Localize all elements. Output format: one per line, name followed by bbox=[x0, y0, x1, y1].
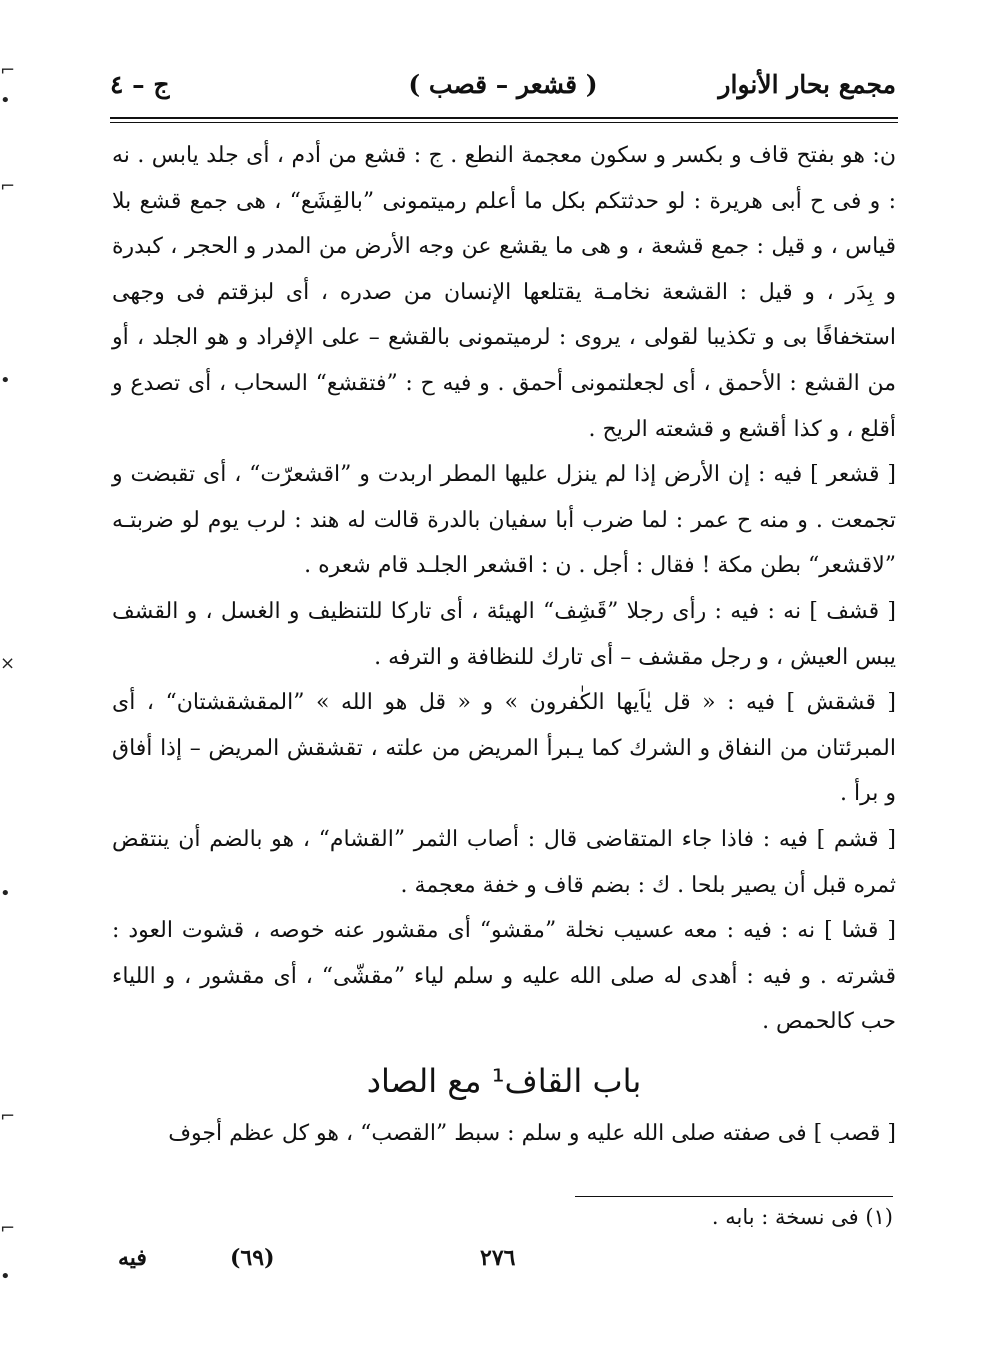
book-title: مجمع بحار الأنوار bbox=[718, 70, 896, 99]
margin-mark: • bbox=[0, 370, 11, 391]
entry-paragraph: [ قشعر ] فيه : إن الأرض إذا لم ينزل عليها المطر اربدت و ”اقشعرّت“ ، أى تقبضت و تجمعت . و منه ح عمر : لما ضرب أبا سفيان بالدرة قالت له هند : لرب يوم لو ضربتـه ”لاقشعر“ بطن مكة ! فقال : أجل . ن : اقشعر الجلـد قام شعره . bbox=[112, 462, 896, 579]
page-number: ٢٧٦ bbox=[480, 1245, 516, 1271]
margin-mark: ⌐ bbox=[0, 60, 16, 81]
section-words: ( قشعر – قصب ) bbox=[408, 70, 598, 99]
margin-mark: ⌐ bbox=[0, 176, 16, 197]
entry-paragraph: [ قشا ] نه : فيه : معه عسيب نخلة ”مقشو“ أى مقشور عنه خوصه ، قشوت العود : قشرته . و فيه : أهدى له صلى الله عليه و سلم لياء ”مقشّى“ ، أى مقشور ، و اللياء حب كالحمص . bbox=[112, 918, 896, 1035]
margin-mark: • bbox=[0, 1266, 11, 1287]
margin-mark: • bbox=[0, 90, 11, 111]
chapter-heading: باب القاف¹ مع الصاد bbox=[366, 1061, 642, 1100]
header-rule bbox=[110, 117, 898, 119]
footnote: (١) فى نسخة : بابه . bbox=[711, 1205, 893, 1229]
margin-mark: • bbox=[0, 883, 11, 904]
header-rule bbox=[110, 122, 898, 123]
entry-paragraph: [ قشقش ] فيه : « قل يٰاَيها الكٰفرون » و « قل هو الله » ”المقشقشتان“ ، أى المبرئتان من النفاق و الشرك كما يـبرأ المريض من علته ، تقشقش المريض – إذا أفاق و برأ . bbox=[112, 690, 896, 807]
running-header bbox=[110, 64, 896, 114]
entry-paragraph: ن: هو بفتح قاف و بكسر و سكون معجمة النطع . ج : قشع من أدم ، أى جلد يابس . نه : و فى ح أبى هريرة : لو حدثتكم بكل ما أعلم رميتمونى ”بالقِشَع“ ، هى جمع قشع بلا قياس ، و قيل : جمع قشعة ، و هى ما يقشع عن وجه الأرض من المدر و الحجر ، كبدرة و بِدَر ، و قيل : القشعة نخامـة يقتلعها الإنسان من صدره ، أى لبزقتم فى وجهى استخفافًا بى و تكذيبا لقولى ، يروى : لرميتمونى بالقشع – على الإفراد و هو الجلد ، أو من القشع : الأحمق ، أى لجعلتمونى أحمق . و فيه ح : ”فتقشع“ السحاب ، أى تصدع و أقلع ، و كذا أقشع و قشعته الريح . bbox=[112, 143, 896, 442]
page-body bbox=[112, 133, 896, 1156]
entry-paragraph: [ قشف ] نه : فيه : رأى رجلا ”قَشِف“ الهيئة ، أى تاركا للتنظيف و الغسل ، و القشف يبس العيش ، و رجل مقشف – أى تارك للنظافة و الترفه . bbox=[112, 598, 896, 670]
entry-paragraph: [ قصب ] فى صفته صلى الله عليه و سلم : سبط ”القصب“ ، هو كل عظم أجوف bbox=[168, 1120, 896, 1146]
margin-mark: ⌐ bbox=[0, 1218, 16, 1239]
signature-mark: (٦٩) bbox=[230, 1245, 275, 1271]
catchword: فيه bbox=[118, 1245, 147, 1271]
page-footer bbox=[110, 1245, 896, 1285]
entry-paragraph: [ قشم ] فيه : فاذا جاء المتقاضى قال : أصاب الثمر ”القشام“ ، هو بالضم أن ينتقض ثمره قبل أن يصير بلحا . ك : بضم قاف و خفة معجمة . bbox=[112, 826, 896, 898]
volume-number: ج – ٤ bbox=[110, 70, 170, 99]
footnote-rule bbox=[575, 1196, 893, 1197]
margin-mark: ⌐ bbox=[0, 1106, 16, 1127]
margin-mark: ⨯ bbox=[0, 653, 16, 674]
